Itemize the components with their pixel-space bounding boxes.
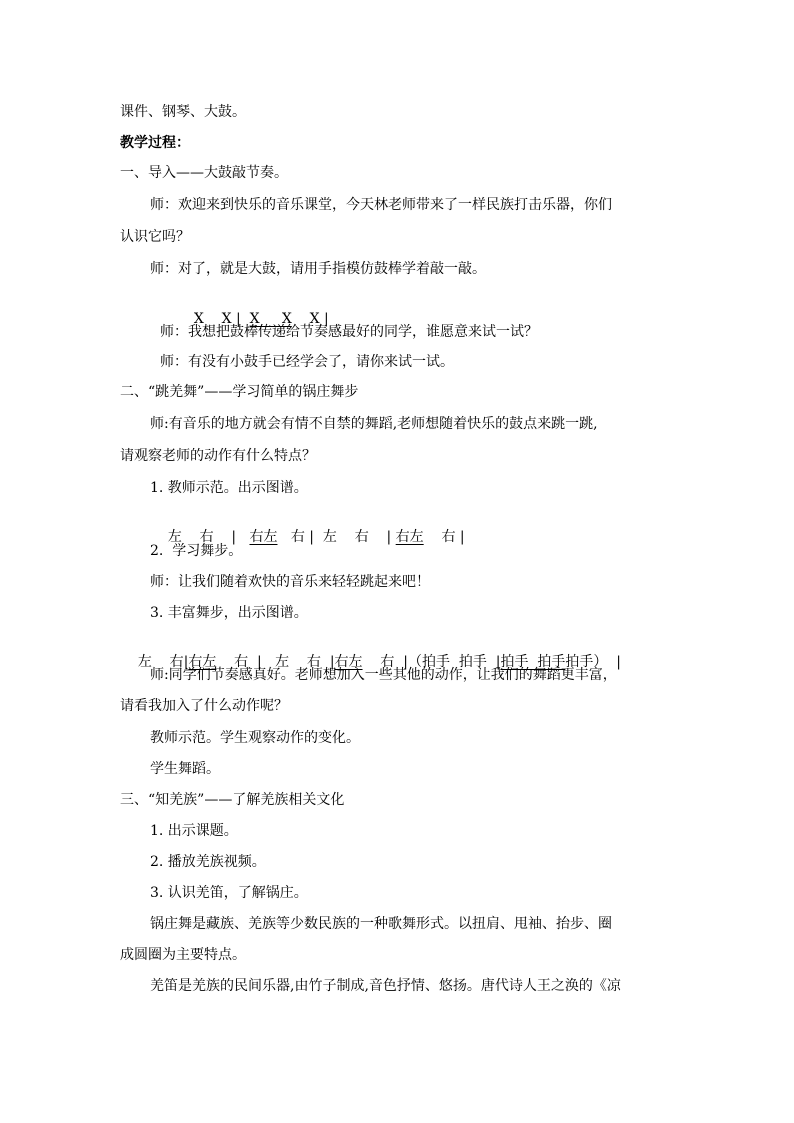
- paragraph: 师：让我们随着欢快的音乐来轻轻跳起来吧！: [150, 574, 430, 590]
- step-item: 3. 丰富舞步，出示图谱。: [150, 605, 308, 621]
- steps-underlined: 右左: [188, 654, 217, 670]
- paragraph: 认识它吗？: [120, 229, 190, 245]
- paragraph: 师：有没有小鼓手已经学会了，请你来试一试。: [160, 354, 454, 370]
- steps-underlined: 右左: [395, 529, 424, 545]
- step-item: 2. 学习舞步。: [150, 543, 243, 559]
- steps-underlined: 右左: [334, 654, 363, 670]
- paragraph: 锅庄舞是藏族、羌族等少数民族的一种歌舞形式。以扭肩、甩袖、抬步、圈: [150, 916, 612, 932]
- paragraph: 成圆圈为主要特点。: [120, 947, 246, 963]
- section-2-title: 二、“跳羌舞”——学习简单的锅庄舞步: [120, 384, 359, 400]
- paragraph: 羌笛是羌族的民间乐器,由竹子制成,音色抒情、悠扬。唐代诗人王之涣的《凉: [150, 978, 621, 994]
- paragraph: 学生舞蹈。: [150, 761, 220, 777]
- paragraph: 请观察老师的动作有什么特点？: [120, 448, 316, 464]
- step-item: 1. 教师示范。出示图谱。: [150, 480, 308, 496]
- steps-text: 左 右 |: [167, 529, 250, 545]
- section-1-title: 一、导入——大鼓敲节奏。: [120, 165, 288, 181]
- materials-line: 课件、钢琴、大鼓。: [120, 104, 246, 120]
- step-item: 1. 出示课题。: [150, 823, 238, 839]
- step-item: 3. 认识羌笛，了解锅庄。: [150, 885, 308, 901]
- paragraph: 请看我加入了什么动作呢？: [120, 698, 288, 714]
- steps-underlined: 右左: [249, 529, 278, 545]
- steps-text: 左 右|: [137, 654, 189, 670]
- rhythm-underlined: X X: [249, 311, 292, 327]
- bar-line: |: [231, 311, 250, 327]
- steps-underlined: 拍手 拍手: [500, 654, 566, 670]
- rhythm-text: X: [291, 311, 320, 327]
- steps-text: 拍手） |: [565, 654, 621, 670]
- section-3-title: 三、“知羌族”——了解羌族相关文化: [120, 792, 345, 808]
- steps-text: 右 | 左 右 |: [277, 529, 396, 545]
- steps-text: 右 |（拍手 拍手 |: [362, 654, 501, 670]
- paragraph: 教师示范。学生观察动作的变化。: [150, 730, 360, 746]
- bar-line: |: [319, 311, 329, 327]
- paragraph: 师：我想把鼓棒传递给节奏感最好的同学，谁愿意来试一试？: [160, 324, 538, 340]
- paragraph: 师:有音乐的地方就会有情不自禁的舞蹈,老师想随着快乐的鼓点来跳一跳,: [150, 416, 598, 432]
- paragraph: 师：对了，就是大鼓，请用手指模仿鼓棒学着敲一敲。: [150, 261, 486, 277]
- paragraph: 师：欢迎来到快乐的音乐课堂，今天林老师带来了一样民族打击乐器，你们: [150, 197, 612, 213]
- paragraph: 师:同学们节奏感真好。老师想加入一些其他的动作，让我们的舞蹈更丰富，: [150, 667, 617, 683]
- rhythm-text: X X: [193, 311, 232, 327]
- steps-text: 右 | 左 右 |: [216, 654, 335, 670]
- step-item: 2. 播放羌族视频。: [150, 854, 266, 870]
- section-heading: 教学过程：: [120, 135, 190, 151]
- steps-text: 右 |: [423, 529, 465, 545]
